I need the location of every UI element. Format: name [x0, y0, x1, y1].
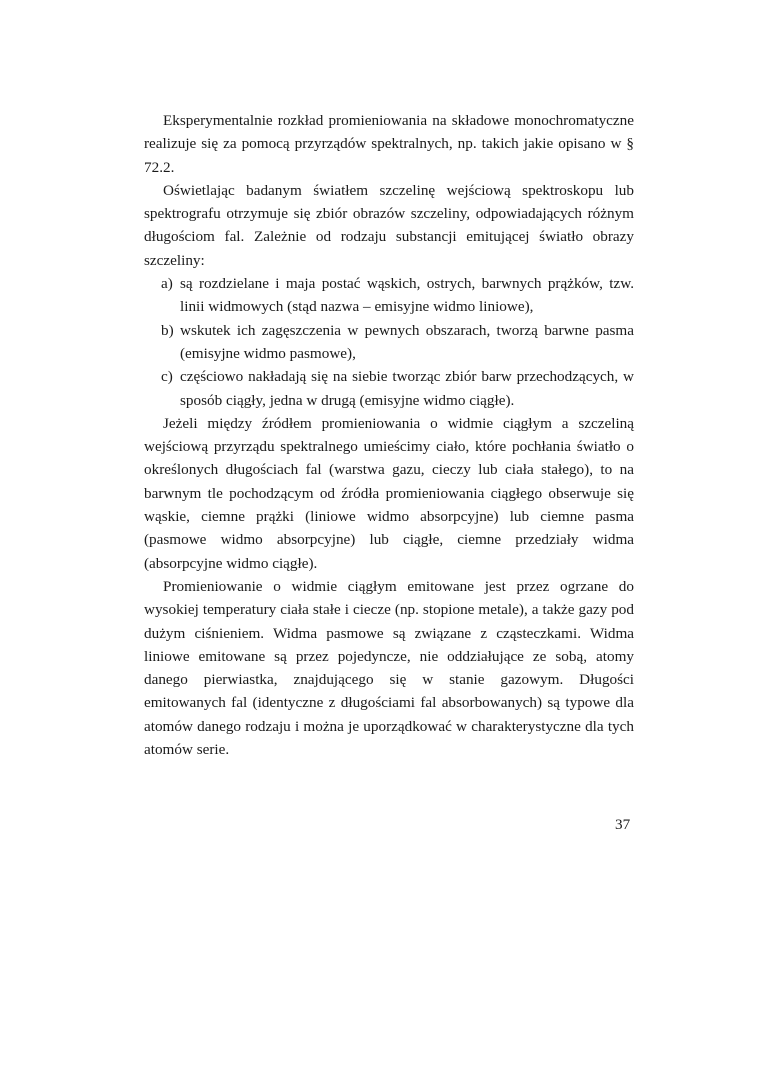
paragraph-slit-images: Oświetlając badanym światłem szczelinę wejściową spektroskopu lub spektrografu otrzymuje się zbiór obrazów szczeliny, odpowiadających różnym długościom fal. Zależnie od rodzaju substancji emitującej światło obrazy szczeliny: [144, 181, 634, 269]
paragraph-spectral-instruments: Eksperymentalnie rozkład promieniowania na składowe monochromatyczne realizuje się za pomocą przyrządów spektralnych, np. takich jakie opisano w § 72.2. [144, 112, 634, 176]
list-marker: a) [161, 275, 173, 293]
page-body [144, 109, 634, 761]
page-number: 37 [615, 816, 631, 833]
list-item-text: wskutek ich zagęszczenia w pewnych obszarach, tworzą barwne pasma (emisyjne widmo pasmowe), [180, 321, 634, 362]
list-item-text: są rozdzielane i maja postać wąskich, ostrych, barwnych prążków, tzw. linii widmowych (stąd nazwa – emisyjne widmo liniowe), [180, 275, 634, 316]
emission-spectra-list [144, 272, 634, 412]
list-item [144, 319, 634, 366]
paragraph-continuous-spectrum-sources: Promieniowanie o widmie ciągłym emitowane jest przez ogrzane do wysokiej temperatury ciała stałe i ciecze (np. stopione metale), a także gazy pod dużym ciśnieniem. Widma pasmowe są związane z cząsteczkami. Widma liniowe emitowane są przez pojedyncze, nie oddziałujące ze sobą, atomy danego pierwiastka, znajdującego się w stanie gazowym. Długości emitowanych fal (identyczne z długościami fal absorbowanych) są typowe dla atomów danego rodzaju i można je uporządkować w charakterystyczne dla tych atomów serie. [144, 577, 634, 759]
list-marker: c) [161, 368, 173, 386]
list-item-text: częściowo nakładają się na siebie tworząc zbiór barw przechodzących, w sposób ciągły, jedna w drugą (emisyjne widmo ciągłe). [180, 368, 634, 409]
list-item [144, 272, 634, 319]
paragraph-absorption-spectra: Jeżeli między źródłem promieniowania o widmie ciągłym a szczeliną wejściową przyrządu spektralnego umieścimy ciało, które pochłania światło o określonych długościach fal (warstwa gazu, cieczy lub ciała stałego), to na barwnym tle pochodzącym od źródła promieniowania ciągłego obserwuje się wąskie, ciemne prążki (liniowe widmo absorpcyjne) lub ciemne pasma (pasmowe widmo absorpcyjne) lub ciągłe, ciemne przedziały widma (absorpcyjne widmo ciągłe). [144, 414, 634, 572]
list-item [144, 365, 634, 412]
list-marker: b) [161, 321, 174, 339]
